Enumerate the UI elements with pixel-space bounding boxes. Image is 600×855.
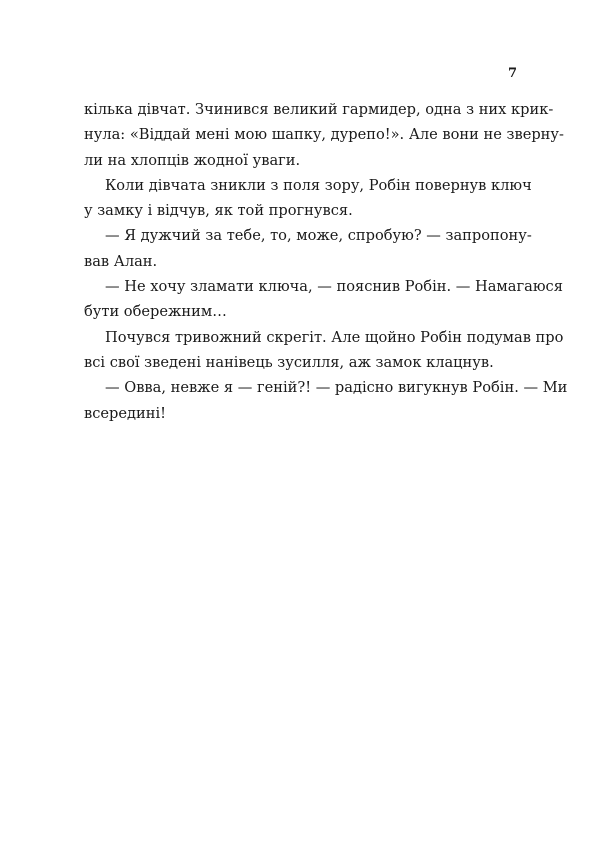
text-line: — Овва, невже я — геній?! — радісно вигукнув Робін. — Ми — [105, 379, 568, 397]
text-line: — Не хочу зламати ключа, — пояснив Робін. — Намагаюся — [105, 278, 563, 296]
text-line: — Я дужчий за тебе, то, може, спробую? — запропону- — [105, 227, 532, 245]
text-line: кілька дівчат. Зчинився великий гармидер, одна з них крик- — [84, 101, 554, 118]
text-line: Коли дівчата зникли з поля зору, Робін повернув ключ — [105, 176, 532, 194]
text-line: нула: «Віддай мені мою шапку, дурепо!». Але вони не зверну- — [84, 126, 564, 144]
page-number: 7 — [507, 66, 517, 81]
text-line: всередині! — [84, 404, 166, 422]
body-text — [84, 97, 568, 426]
text-line: Почувся тривожний скрегіт. Але щойно Робін подумав про — [105, 328, 564, 346]
text-line: вав Алан. — [84, 252, 158, 270]
text-line: бути обережним… — [84, 303, 227, 321]
text-line: всі свої зведені нанівець зусилля, аж замок клацнув. — [84, 353, 494, 371]
text-line: у замку і відчув, як той прогнувся. — [84, 202, 353, 220]
text-line: ли на хлопців жодної уваги. — [84, 151, 301, 169]
